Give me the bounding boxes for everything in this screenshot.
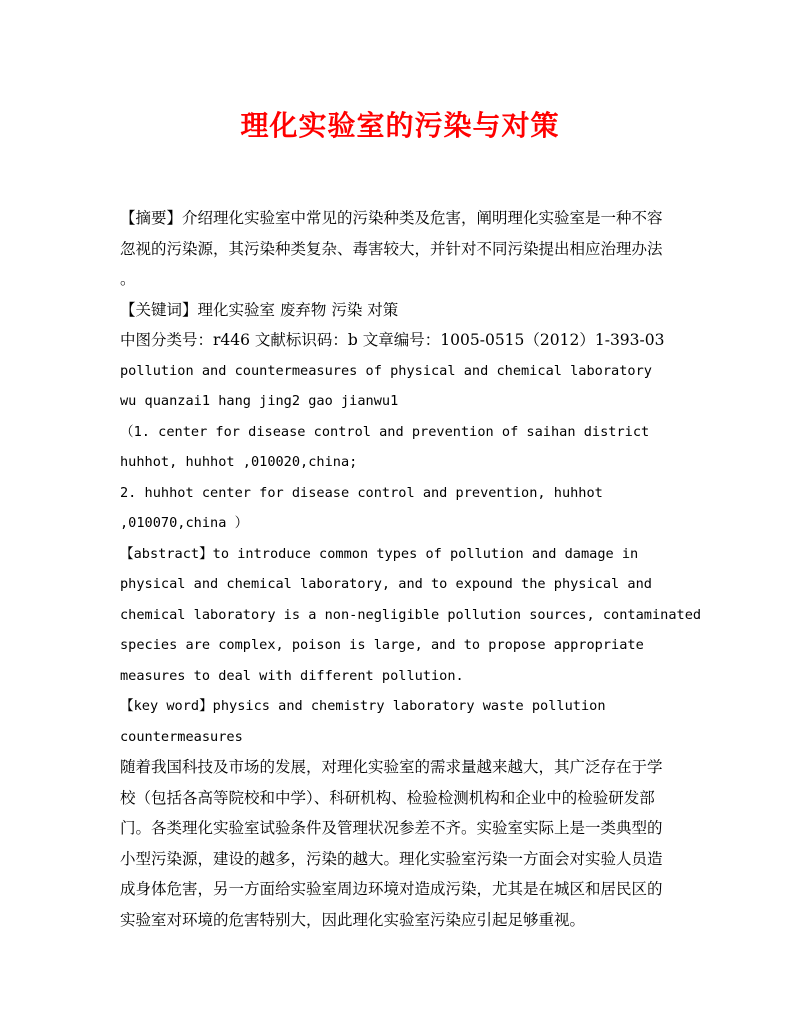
affiliation-line-3: 2. huhhot center for disease control and prevention, huhhot: [120, 484, 603, 501]
intro-paragraph-line-5: 成身体危害，另一方面给实验室周边环境对造成污染，尤其是在城区和居民区的: [120, 880, 663, 898]
abstract-cn-line-1: 【摘要】介绍理化实验室中常见的污染种类及危害，阐明理化实验室是一种不容: [120, 209, 663, 227]
intro-paragraph-line-4: 小型污染源，建设的越多，污染的越大。理化实验室污染一方面会对实验人员造: [120, 849, 663, 868]
english-title-line: pollution and countermeasures of physical and chemical laboratory: [120, 362, 652, 379]
abstract-en-line-5: measures to deal with different pollution.: [120, 667, 464, 684]
abstract-en-line-4: species are complex, poison is large, and to propose appropriate: [120, 637, 644, 653]
abstract-cn-line-2: 忽视的污染源，其污染种类复杂、毒害较大，并针对不同污染提出相应治理办法: [120, 239, 663, 258]
classification-line: 中图分类号：r446 文献标识码：b 文章编号：1005-0515（2012）1-393-03: [120, 331, 665, 349]
abstract-en-line-1: 【abstract】to introduce common types of pollution and damage in: [120, 545, 639, 562]
keywords-en-line-1: 【key word】physics and chemistry laboratory waste pollution: [120, 698, 606, 714]
affiliation-line-2: huhhot, huhhot ,010020,china;: [120, 454, 358, 470]
keywords-en-line-2: countermeasures: [120, 728, 243, 745]
intro-paragraph-line-6: 实验室对环境的危害特别大，因此理化实验室污染应引起足够重视。: [120, 910, 586, 929]
abstract-en-line-2: physical and chemical laboratory, and to expound the physical and: [120, 576, 652, 592]
abstract-en-line-3: chemical laboratory is a non-negligible pollution sources, contaminated: [120, 606, 702, 623]
document-body: [120, 203, 700, 935]
affiliation-line-4: ,010070,china ）: [120, 515, 249, 531]
keywords-cn-line: 【关键词】理化实验室 废弃物 污染 对策: [120, 300, 399, 319]
intro-paragraph-line-1: 随着我国科技及市场的发展，对理化实验室的需求量越来越大，其广泛存在于学: [120, 758, 663, 776]
intro-paragraph-line-3: 门。各类理化实验室试验条件及管理状况参差不齐。实验室实际上是一类典型的: [120, 819, 663, 837]
intro-paragraph-line-2: 校（包括各高等院校和中学）、科研机构、检验检测机构和企业中的检验研发部: [120, 788, 655, 807]
affiliation-line-1: （1. center for disease control and prevention of saihan district: [120, 423, 650, 440]
document-title: 理化实验室的污染与对策: [240, 109, 560, 142]
authors-line: wu quanzai1 hang jing2 gao jianwu1: [120, 393, 399, 409]
abstract-cn-line-3: 。: [120, 270, 136, 288]
